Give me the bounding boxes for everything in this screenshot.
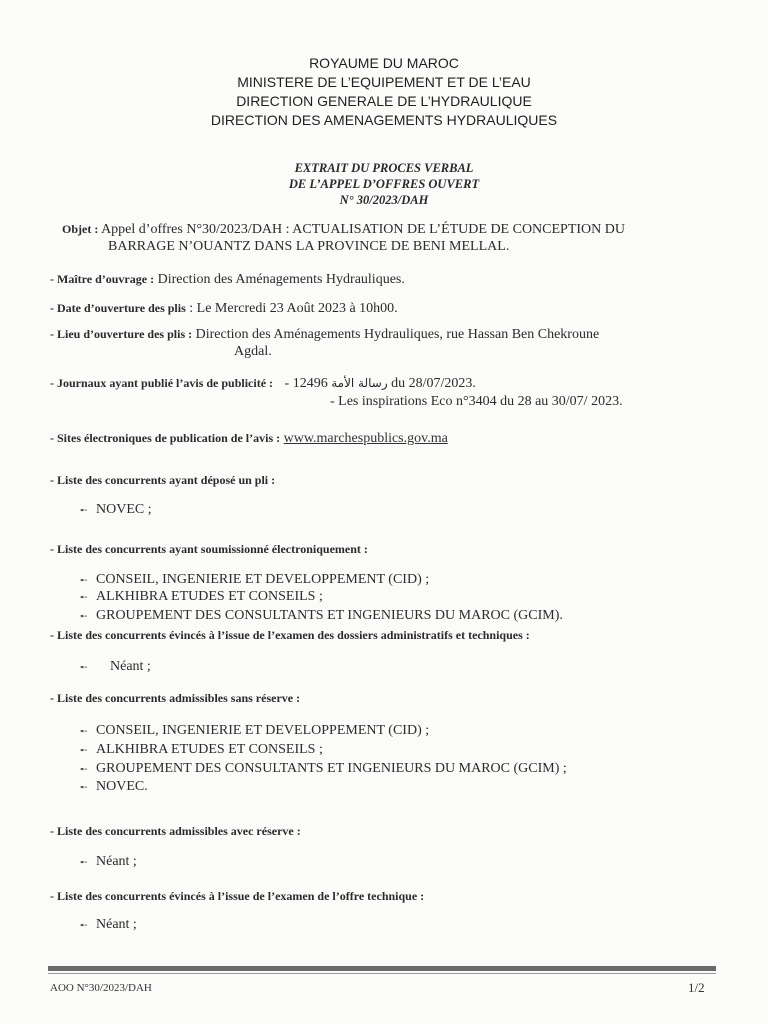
sites-electroniques xyxy=(50,430,750,447)
objet-label: Objet : xyxy=(62,222,99,236)
page-number: 1/2 xyxy=(688,980,705,995)
list-item: ➸ GROUPEMENT DES CONSULTANTS ET INGENIEURS DU MAROC (GCIM). xyxy=(80,607,563,626)
title-line-1: EXTRAIT DU PROCES VERBAL xyxy=(294,161,474,175)
arrow-bullet-icon: ➸ xyxy=(80,783,88,793)
arrow-bullet-icon: ➸ xyxy=(80,746,88,756)
journaux xyxy=(50,375,750,392)
footer-divider-thin xyxy=(48,973,716,974)
journaux-prefix: - xyxy=(284,376,290,391)
title-line-3: N° 30/2023/DAH xyxy=(339,193,429,207)
list-item: ➸ ALKHIBRA ETUDES ET CONSEILS ; xyxy=(80,588,323,607)
arrow-bullet-icon: ➸ xyxy=(80,727,88,737)
document-title xyxy=(0,160,768,208)
journaux-label: - Journaux ayant publié l’avis de publicité : xyxy=(50,376,274,390)
admissibles-sans-label: - Liste des concurrents admissibles sans réserve : xyxy=(50,691,301,705)
maitre-value: Direction des Aménagements Hydrauliques. xyxy=(157,272,405,287)
list-item: ➸ NOVEC ; xyxy=(80,501,152,520)
header-ministry: MINISTERE DE L’EQUIPEMENT ET DE L’EAU xyxy=(237,74,531,90)
document-header xyxy=(0,54,768,130)
arrow-bullet-icon: ➸ xyxy=(80,593,88,603)
arrow-bullet-icon: ➸ xyxy=(80,663,88,673)
list-item: ➸ Néant ; xyxy=(80,853,137,872)
arrow-bullet-icon: ➸ xyxy=(80,765,88,775)
objet-text-2: BARRAGE N’OUANTZ DANS LA PROVINCE DE BENI MELLAL. xyxy=(108,239,510,254)
lieu-value-2: Agdal. xyxy=(234,344,272,359)
sites-link[interactable]: www.marchespublics.gov.ma xyxy=(283,431,448,446)
date-value: : Le Mercredi 23 Août 2023 à 10h00. xyxy=(189,301,398,316)
header-kingdom: ROYAUME DU MAROC xyxy=(309,55,459,71)
title-line-2: DE L’APPEL D’OFFRES OUVERT xyxy=(288,177,480,191)
list-item: ➸ Néant ; xyxy=(80,916,137,935)
objet-text-1: Appel d’offres N°30/2023/DAH : ACTUALISATION DE L’ÉTUDE DE CONCEPTION DU xyxy=(101,222,626,237)
maitre-label: - Maître d’ouvrage : xyxy=(50,272,155,286)
footer-divider xyxy=(48,966,716,971)
evinces-tech-label: - Liste des concurrents évincés à l’issue de l’examen de l’offre technique : xyxy=(50,889,425,903)
date-label: - Date d’ouverture des plis xyxy=(50,301,186,315)
evinces-admin-label: - Liste des concurrents évincés à l’issue de l’examen des dossiers administratifs et techniques : xyxy=(50,628,530,642)
list-item: ➸ GROUPEMENT DES CONSULTANTS ET INGENIEURS DU MAROC (GCIM) ; xyxy=(80,760,567,779)
header-direction: DIRECTION DES AMENAGEMENTS HYDRAULIQUES xyxy=(210,112,558,128)
sites-label: - Sites électroniques de publication de l’avis : xyxy=(50,431,281,445)
objet-line-1 xyxy=(62,221,722,238)
depose-label: - Liste des concurrents ayant déposé un pli : xyxy=(50,473,276,487)
lieu-value-1: Direction des Aménagements Hydrauliques, rue Hassan Ben Chekroune xyxy=(195,327,600,342)
journaux-value-1: 12496 du 28/07/2023. xyxy=(292,376,476,391)
lieu-label: - Lieu d’ouverture des plis : xyxy=(50,327,193,341)
admissibles-avec-label: - Liste des concurrents admissibles avec réserve : xyxy=(50,824,301,838)
arrow-bullet-icon: ➸ xyxy=(80,612,88,622)
list-item: ➸ CONSEIL, INGENIERIE ET DEVELOPPEMENT (CID) ; xyxy=(80,722,429,741)
list-item: ➸ Néant ; xyxy=(80,658,151,677)
journaux-value-2: - Les inspirations Eco n°3404 du 28 au 30/07/ 2023. xyxy=(330,394,623,409)
arrow-bullet-icon: ➸ xyxy=(80,506,88,516)
list-item: ➸ ALKHIBRA ETUDES ET CONSEILS ; xyxy=(80,741,323,760)
maitre-ouvrage xyxy=(50,271,730,288)
lieu-ouverture xyxy=(50,326,730,343)
header-general-direction: DIRECTION GENERALE DE L’HYDRAULIQUE xyxy=(236,93,532,109)
arrow-bullet-icon: ➸ xyxy=(80,576,88,586)
footer-reference: AOO N°30/2023/DAH xyxy=(50,982,152,994)
list-item: ➸ CONSEIL, INGENIERIE ET DEVELOPPEMENT (CID) ; xyxy=(80,571,429,590)
journaux-arabic: رسالة الأمة xyxy=(331,376,388,390)
arrow-bullet-icon: ➸ xyxy=(80,858,88,868)
arrow-bullet-icon: ➸ xyxy=(80,921,88,931)
date-ouverture xyxy=(50,300,730,317)
electronique-label: - Liste des concurrents ayant soumissionné électroniquement : xyxy=(50,542,368,556)
list-item: ➸ NOVEC. xyxy=(80,778,148,797)
